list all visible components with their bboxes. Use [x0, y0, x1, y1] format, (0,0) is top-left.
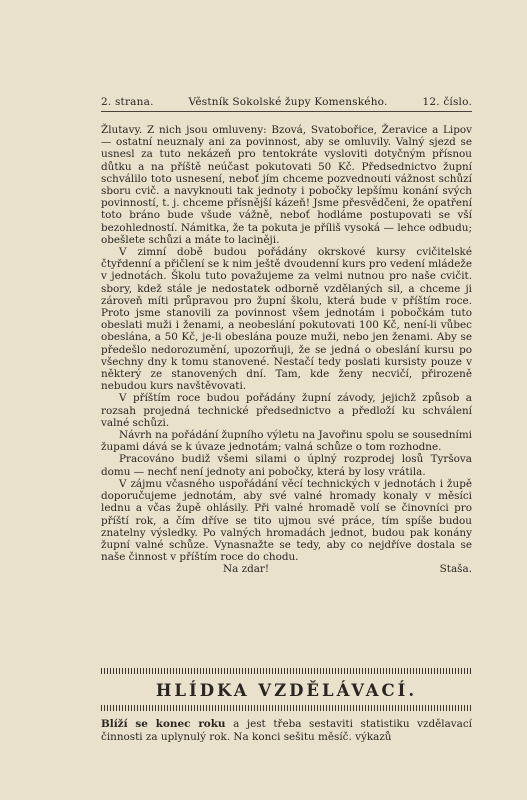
paragraph: V příštím roce budou pořádány župní závody, jejichž způsob a rozsah projedná technické předsednictvo a předloží ku schválení valné schůzi.	[101, 392, 472, 429]
signoff-greeting: Na zdar!	[223, 563, 270, 576]
article-body	[101, 124, 472, 576]
section-banner	[101, 668, 472, 712]
paragraph: V zájmu včasného uspořádání věcí technických v jednotách i župě doporučujeme jednotám, aby své valné hromady konaly v měsíci lednu a včas župě ohlásily. Při valné hromadě volí se činovníci pro příští rok, a čím dříve se tito ujmou své práce, tím spíše budou znatelny výsledky. Po valných hromadách jednot, budou pak konány župní valné schůze. Vynasnažte se tedy, aby co nejdříve dostala se naše činnost v příštím roce do chodu.	[101, 477, 472, 564]
section-lead-bold: Blíží se konec roku	[101, 718, 226, 730]
paragraph: Pracováno budiž všemi silami o úplný rozprodej losů Tyršova domu — nechť není jednoty ani pobočky, která by losy vrátila.	[101, 453, 472, 478]
running-header	[101, 96, 472, 108]
header-rule	[101, 111, 472, 112]
page-number: 2. strana.	[101, 96, 154, 108]
paragraph: Návrh na pořádání župního výletu na Javořinu spolu se sousedními župami dává se k úvaze jednotám; valná schůze o tom rozhodne.	[101, 429, 472, 454]
signoff-name: Staša.	[439, 563, 472, 576]
journal-title: Věstník Sokolské župy Komenského.	[188, 96, 388, 108]
section-body	[101, 718, 472, 743]
issue-number: 12. číslo.	[422, 96, 472, 108]
section-lead-text: a jest třeba sestaviti statistiku vzdělavací činnosti za uplynulý rok. Na konci sešitu měsíč. výkazů	[101, 718, 472, 743]
paragraph: V zimní době budou pořádány okrskové kursy cvičitelské čtyřdenní a přičlení se k nim ještě dvoudenní kurs pro vedení mládeže v jednotách. Školu tuto považujeme za velmi nutnou pro naše cvičit. sbory, kdež stále je nedostatek odborně vzdělaných sil, a chceme ji zároveň míti průpravou pro župní školu, která bude v příštím roce. Proto jsme stanovili za povinnost všem jednotám i pobočkám tuto obeslati muži i ženami, a neobeslání pokutovati 100 Kč, není-li vůbec obeslána, a 50 Kč, je-li obeslána pouze muži, nebo jen ženami. Aby se předešlo nedorozumění, upozorňuji, že se jedná o obeslání kursu po všechny dny k tomu stanovené. Nestačí tedy poslati kursisty pouze v některý ze stanovených dní. Tam, kde ženy necvičí, přirozeně nebudou kurs navštěvovati.	[101, 246, 472, 393]
signoff	[101, 563, 472, 575]
paragraph: Žlutavy. Z nich jsou omluveny: Bzová, Svatobořice, Žeravice a Lipov — ostatní neuznaly ani za povinnost, aby se omluvily. Valný sjezd se usnesl za tuto nekázeň pro tentokráte vysloviti dotyčným přísnou důtku a na příště neúčast pokutovati 50 Kč. Předsednictvo župní schválilo toto usnesení, neboť jím chceme pozvednouti vážnost schůzí sboru cvič. a navyknouti tak jednoty i pobočky lepšímu konání svých povinností, t. j. chceme přísnější kázeň! Jsme přesvědčeni, že opatření toto bráno bude všude vážně, neboť hodláme postupovati se vší bezohledností. Námitka, že ta pokuta je příliš vysoká — lehce odbudu; obešlete schůzi a máte to laciněji.	[101, 124, 472, 246]
section-title: HLÍDKA VZDĚLÁVACÍ.	[155, 681, 418, 700]
banner-bottom-stripe	[101, 705, 472, 711]
